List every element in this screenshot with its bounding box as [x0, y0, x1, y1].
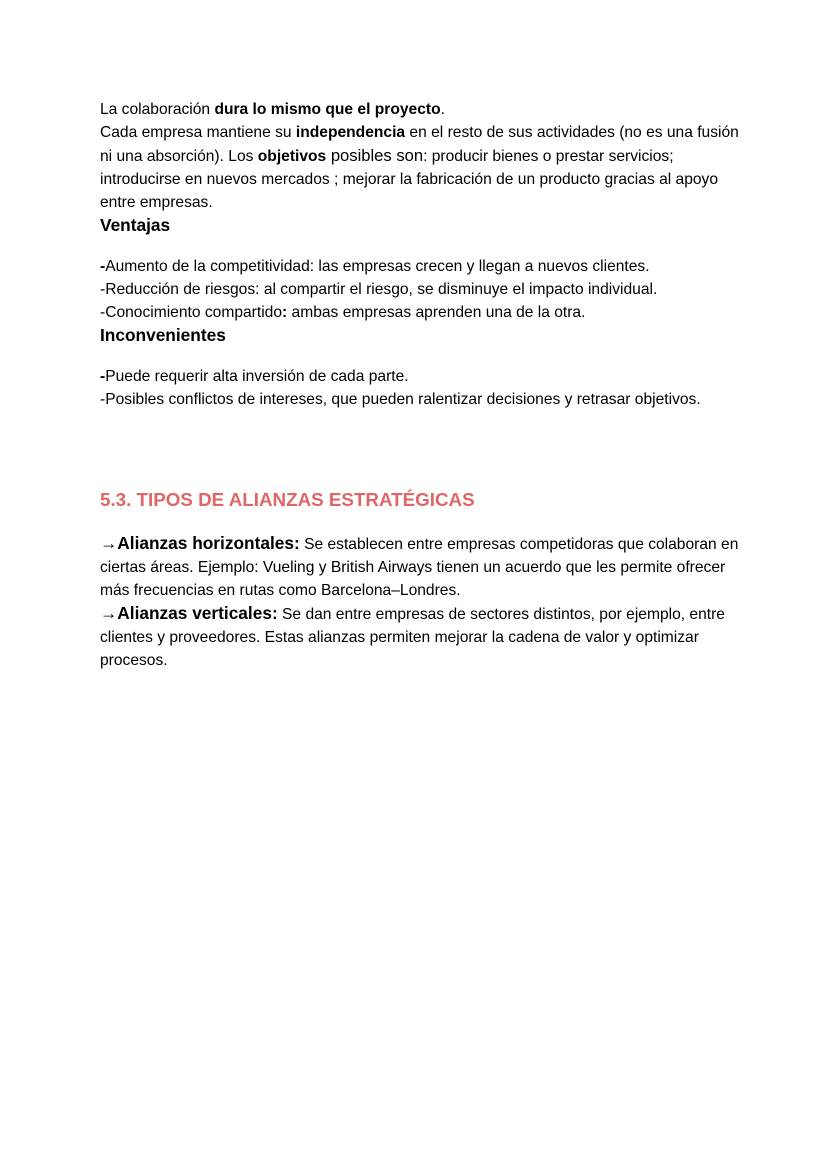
- list-item: [100, 278, 740, 301]
- intro-text: Cada empresa mantiene su: [100, 124, 296, 141]
- list-item: [100, 388, 740, 411]
- alliance-text: Se establecen entre empresas competidoras que colaboran en ciertas áreas. Ejemplo: Vueling y British Airways tienen un acuerdo que les permite ofrecer más frecuencias en rutas como Barcelona–Londres.: [100, 536, 739, 599]
- intro-independence: [100, 121, 740, 214]
- spacer: [100, 411, 740, 488]
- inconvenientes-heading: Inconvenientes: [100, 325, 226, 345]
- intro-text: .: [440, 101, 445, 118]
- intro-bold: dura lo mismo que el proyecto: [214, 101, 441, 118]
- alliance-lead: Alianzas horizontales:: [117, 533, 300, 553]
- alliance-lead: Alianzas verticales:: [117, 603, 278, 623]
- intro-text: : producir bienes o prestar servicios; introducirse en nuevos mercados ; mejorar la fabricación de un producto gracias al apoyo entre empresas.: [100, 148, 719, 211]
- intro-text: en el resto de sus actividades (no es una fusión ni una absorción). Los: [100, 124, 739, 165]
- list-item: [100, 301, 740, 324]
- arrow-icon: →: [100, 603, 118, 623]
- document-page: [100, 98, 740, 672]
- list-item-text: -Posibles conflictos de intereses, que pueden ralentizar decisiones y retrasar objetivos.: [100, 391, 701, 408]
- intro-text: La colaboración: [100, 101, 215, 118]
- list-item: [100, 255, 740, 278]
- ventajas-list: [100, 255, 740, 324]
- list-item-text: Aumento de la competitividad: las empresas crecen y llegan a nuevos clientes.: [105, 258, 650, 275]
- inconvenientes-list: [100, 365, 740, 411]
- arrow-icon: →: [100, 533, 118, 553]
- alliance-horizontal: [100, 532, 740, 602]
- intro-text: posibles son: [326, 146, 424, 165]
- alliance-text: Se dan entre empresas de sectores distintos, por ejemplo, entre clientes y proveedores. Estas alianzas permiten mejorar la cadena de valor y optimizar procesos.: [100, 606, 725, 669]
- list-item: [100, 365, 740, 388]
- section-title: 5.3. TIPOS DE ALIANZAS ESTRATÉGICAS: [100, 489, 475, 510]
- intro-collaboration: [100, 98, 740, 121]
- list-item-colon: :: [282, 304, 288, 321]
- alliance-vertical: [100, 602, 740, 672]
- list-item-lead: -: [100, 258, 106, 275]
- list-item-text: Puede requerir alta inversión de cada parte.: [105, 368, 409, 385]
- list-item-text: -Reducción de riesgos: al compartir el riesgo, se disminuye el impacto individual.: [100, 281, 658, 298]
- intro-bold: objetivos: [257, 148, 327, 165]
- list-item-text: ambas empresas aprenden una de la otra.: [287, 304, 586, 321]
- list-item-lead: -: [100, 368, 106, 385]
- intro-bold: independencia: [295, 124, 406, 141]
- ventajas-heading: Ventajas: [100, 215, 171, 235]
- list-item-text: -Conocimiento compartido: [100, 304, 283, 321]
